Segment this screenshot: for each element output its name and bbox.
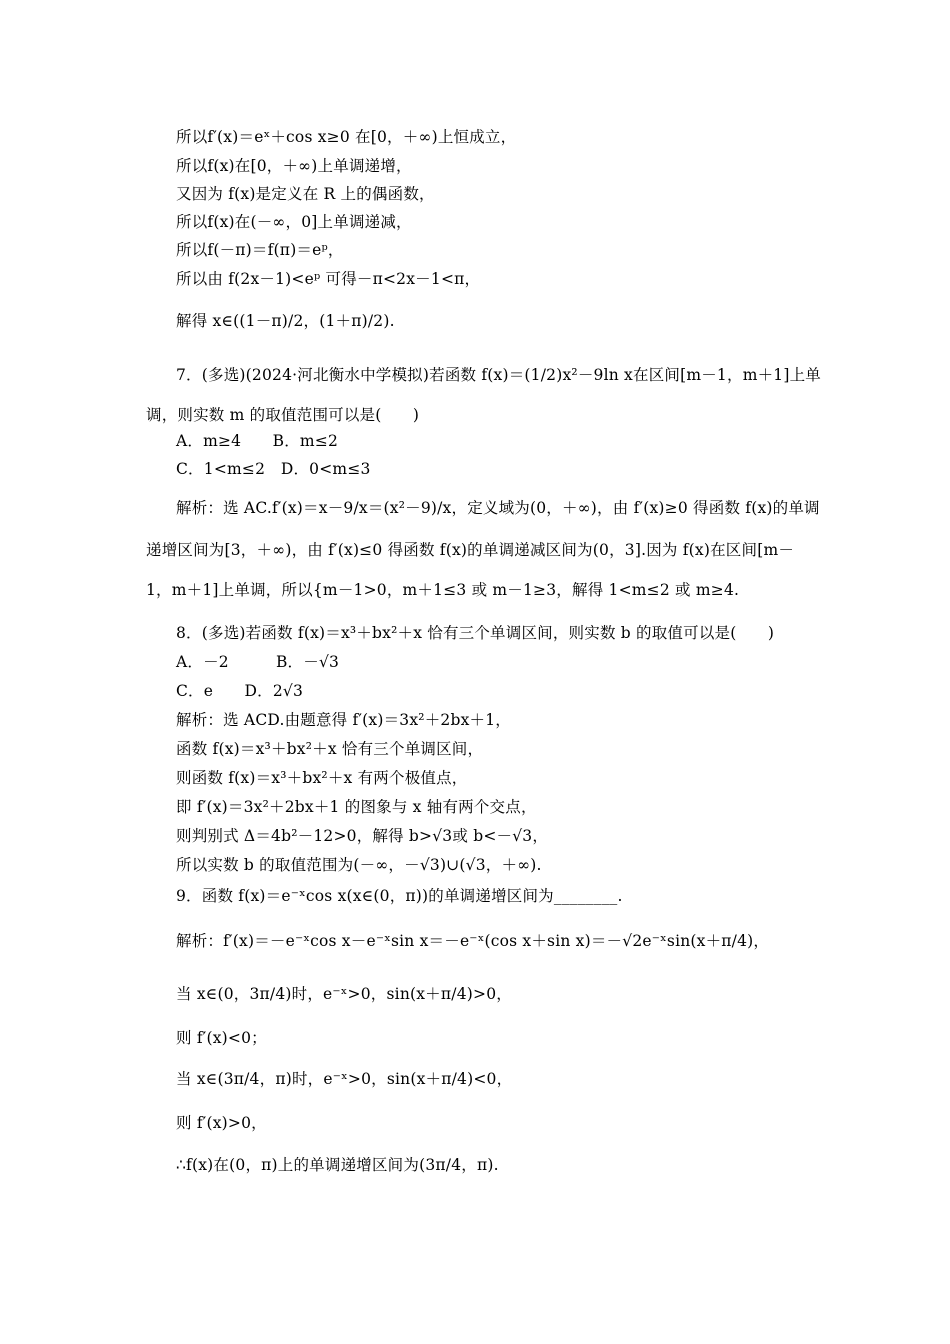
text-line: 则判别式 Δ＝4b²－12>0，解得 b>√3或 b<－√3，	[176, 827, 549, 845]
options-ab: A．－2 B．－√3	[176, 653, 340, 671]
options-ab: A．m≥4 B．m≤2	[176, 432, 339, 450]
text-line: 所以f′(x)＝eˣ＋cos x≥0 在[0，＋∞)上恒成立，	[176, 128, 517, 146]
text-line: 所以实数 b 的取值范围为(－∞，－√3)∪(√3，＋∞).	[176, 856, 542, 874]
text-line: 调，则实数 m 的取值范围可以是( )	[146, 406, 420, 424]
solution-line: 解析：选 AC.f′(x)＝x－9/x＝(x²－9)/x，定义域为(0，＋∞)，由 f′(x)≥0 得函数 f(x)的单调	[176, 499, 820, 517]
text-line: 解得 x∈((1－π)/2，(1＋π)/2).	[176, 312, 395, 330]
text-line: 所以f(x)在(－∞，0]上单调递减，	[176, 213, 412, 231]
solution-line: 解析：选 ACD.由题意得 f′(x)＝3x²＋2bx＋1，	[176, 711, 512, 729]
text-line: 函数 f(x)＝x³＋bx²＋x 恰有三个单调区间，	[176, 740, 484, 758]
text-line: ∴f(x)在(0，π)上的单调递增区间为(3π/4，π).	[176, 1156, 499, 1174]
text-line: 当 x∈(0，3π/4)时，e⁻ˣ>0，sin(x＋π/4)>0，	[176, 985, 512, 1003]
solution-line: 解析：f′(x)＝－e⁻ˣcos x－e⁻ˣsin x＝－e⁻ˣ(cos x＋sin x)＝－√2e⁻ˣsin(x＋π/4)，	[176, 932, 770, 950]
question-9: 9．函数 f(x)＝e⁻ˣcos x(x∈(0，π))的单调递增区间为________.	[176, 887, 623, 905]
question-7: 7．(多选)(2024·河北衡水中学模拟)若函数 f(x)＝(1/2)x²－9ln x在区间[m－1，m＋1]上单	[176, 366, 822, 384]
options-cd: C．1<m≤2 D．0<m≤3	[176, 460, 371, 478]
text-line: 当 x∈(3π/4，π)时，e⁻ˣ>0，sin(x＋π/4)<0，	[176, 1070, 513, 1088]
text-line: 递增区间为[3，＋∞)，由 f′(x)≤0 得函数 f(x)的单调递减区间为(0，3].因为 f(x)在区间[m－	[146, 541, 795, 559]
text-line: 即 f′(x)＝3x²＋2bx＋1 的图象与 x 轴有两个交点，	[176, 798, 537, 816]
text-line: 所以f(－π)＝f(π)＝eᵖ，	[176, 241, 344, 259]
text-line: 又因为 f(x)是定义在 R 上的偶函数，	[176, 185, 435, 203]
text-line: 则 f′(x)>0，	[176, 1114, 267, 1132]
question-8: 8．(多选)若函数 f(x)＝x³＋bx²＋x 恰有三个单调区间，则实数 b 的取值可以是( )	[176, 624, 775, 642]
text-line: 所以由 f(2x－1)<eᵖ 可得－π<2x－1<π，	[176, 270, 481, 288]
text-line: 1，m＋1]上单调，所以{m－1>0，m＋1≤3 或 m－1≥3，解得 1<m≤2 或 m≥4.	[146, 581, 740, 599]
text-line: 则 f′(x)<0；	[176, 1029, 267, 1047]
text-line: 则函数 f(x)＝x³＋bx²＋x 有两个极值点，	[176, 769, 468, 787]
options-cd: C．e D．2√3	[176, 682, 304, 700]
text-line: 所以f(x)在[0，＋∞)上单调递增，	[176, 157, 412, 175]
